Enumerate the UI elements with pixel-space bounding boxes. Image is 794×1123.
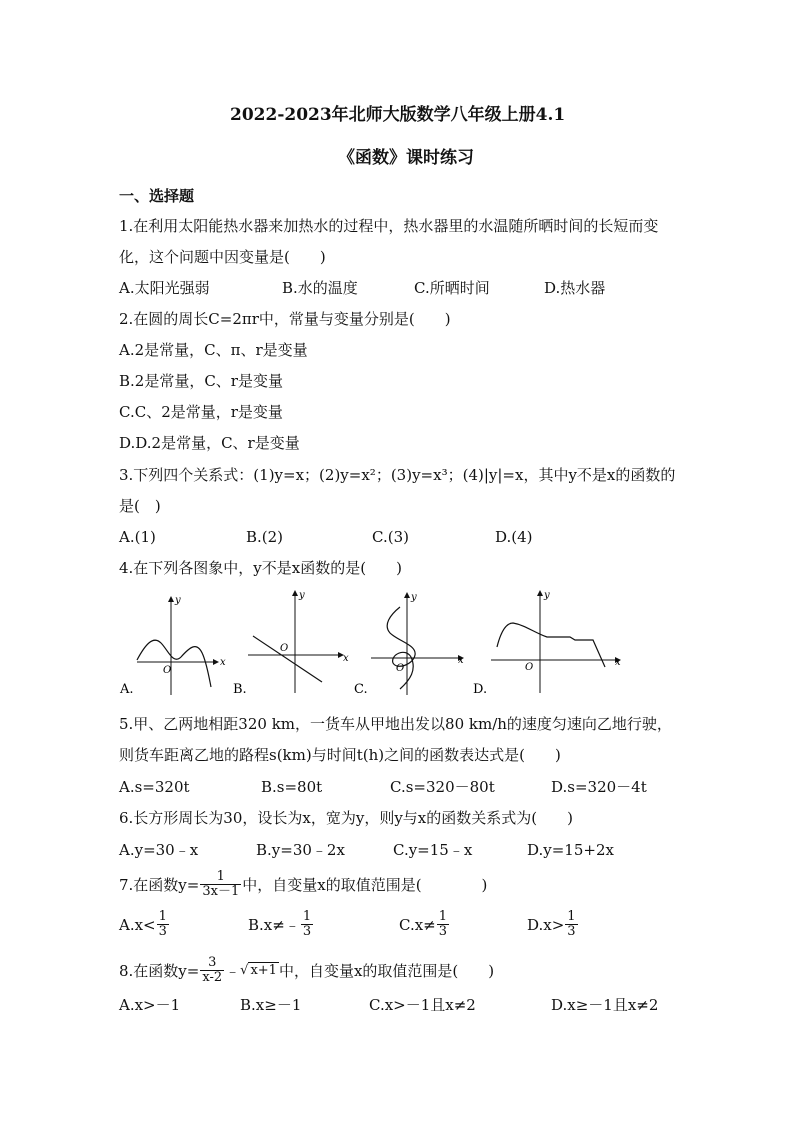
svg-text:O: O <box>163 665 172 676</box>
q3-option-d: D.(4) <box>495 528 533 546</box>
q1-stem-line1: 1.在利用太阳能热水器来加热水的过程中，热水器里的水温随所晒时间的长短而变 <box>119 217 659 235</box>
svg-text:y: y <box>299 590 305 601</box>
q8-minus: ﹣ <box>225 961 241 980</box>
q7-option-c: C.x≠ $\frac{1}{3}$ <box>399 909 448 939</box>
doc-title: 2022-2023年北师大版数学八年级上册4.1 <box>230 105 566 125</box>
q7-frac-den: 3x－1 <box>202 884 240 899</box>
q3-stem-line2: 是( ) <box>119 497 161 515</box>
q7-stem <box>119 870 487 899</box>
q7-frac-num: 1 <box>216 869 225 884</box>
q5-option-a: A.s=320t <box>119 778 190 796</box>
doc-subtitle: 《函数》课时练习 <box>338 148 474 168</box>
svg-text:O: O <box>525 662 534 673</box>
svg-text:D.: D. <box>473 682 488 697</box>
q8-frac-num: 3 <box>208 955 217 970</box>
q8-fraction <box>200 956 224 985</box>
q8-sqrt-body: x+1 <box>250 962 277 978</box>
q3-stem-line1: 3.下列四个关系式：(1)y=x；(2)y=x²；(3)y=x³；(4)|y|=x，其中y不是x的函数的 <box>119 466 676 484</box>
svg-text:x: x <box>458 655 464 666</box>
q8-frac-den: x-2 <box>202 970 223 985</box>
q5-option-b: B.s=80t <box>261 778 323 796</box>
q7-fraction <box>200 870 241 899</box>
q8-option-b: B.x≥－1 <box>240 996 302 1014</box>
svg-text:O: O <box>396 663 405 674</box>
q2-option-a: A.2是常量，C、π、r是变量 <box>119 341 308 359</box>
q8-option-c: C.x>－1且x≠2 <box>369 996 476 1014</box>
q8-stem <box>119 956 494 985</box>
q2-option-c: C.C、2是常量，r是变量 <box>119 403 283 421</box>
q8-option-d: D.x≥－1且x≠2 <box>551 996 659 1014</box>
q6-option-c: C.y=15﹣x <box>393 841 473 859</box>
q7-option-a: A.x< $\frac{1}{3}$ <box>119 909 167 939</box>
q5-stem-line2: 则货车距离乙地的路程s(km)与时间t(h)之间的函数表达式是( ) <box>119 746 561 764</box>
q8-sqrt: √ x+1 <box>240 962 277 978</box>
q1-stem-line2: 化，这个问题中因变量是( ) <box>119 248 326 266</box>
section-heading: 一、选择题 <box>119 187 195 205</box>
q1-option-b: B.水的温度 <box>282 279 358 297</box>
q6-option-a: A.y=30﹣x <box>119 841 199 859</box>
svg-text:B.: B. <box>233 682 247 697</box>
svg-text:y: y <box>544 590 550 601</box>
q6-stem: 6.长方形周长为30，设长为x，宽为y，则y与x的函数关系式为( ) <box>119 809 573 827</box>
graph-d <box>473 590 621 697</box>
q8-option-a: A.x>－1 <box>119 996 181 1014</box>
svg-text:x: x <box>220 657 226 668</box>
q7-stem-post: 中，自变量x的取值范围是( ) <box>242 875 488 894</box>
svg-text:O: O <box>280 643 289 654</box>
q6-option-d: D.y=15+2x <box>527 841 614 859</box>
q3-option-b: B.(2) <box>246 528 284 546</box>
q8-stem-post: 中，自变量x的取值范围是( ) <box>278 961 495 980</box>
svg-text:x: x <box>343 653 349 664</box>
q7-option-d: D.x> $\frac{1}{3}$ <box>527 909 576 939</box>
q6-option-b: B.y=30﹣2x <box>256 841 345 859</box>
svg-text:y: y <box>411 592 417 603</box>
graph-a <box>119 595 226 697</box>
q4-stem: 4.在下列各图象中，y不是x函数的是( ) <box>119 559 402 577</box>
q2-option-b: B.2是常量，C、r是变量 <box>119 372 283 390</box>
q4-graphs <box>115 585 635 700</box>
svg-text:C.: C. <box>354 682 368 697</box>
graph-b <box>233 590 349 697</box>
q7-stem-pre: 7.在函数y= <box>119 875 200 894</box>
q1-option-c: C.所晒时间 <box>414 279 490 297</box>
q3-option-a: A.(1) <box>119 528 156 546</box>
q8-stem-pre: 8.在函数y= <box>119 961 200 980</box>
q2-option-d: D.D.2是常量，C、r是变量 <box>119 434 300 452</box>
svg-text:y: y <box>175 595 181 606</box>
svg-text:x: x <box>615 657 621 668</box>
q2-stem: 2.在圆的周长C=2πr中，常量与变量分别是( ) <box>119 310 451 328</box>
q1-option-a: A.太阳光强弱 <box>119 279 210 297</box>
graph-c <box>354 592 464 697</box>
q5-option-d: D.s=320－4t <box>551 778 647 796</box>
q7-option-b: B.x≠﹣ $\frac{1}{3}$ <box>248 909 312 939</box>
svg-text:A.: A. <box>120 682 134 697</box>
q5-stem-line1: 5.甲、乙两地相距320 km，一货车从甲地出发以80 km/h的速度匀速向乙地行驶， <box>119 715 672 733</box>
q1-option-d: D.热水器 <box>544 279 606 297</box>
q5-option-c: C.s=320－80t <box>390 778 495 796</box>
q3-option-c: C.(3) <box>372 528 409 546</box>
